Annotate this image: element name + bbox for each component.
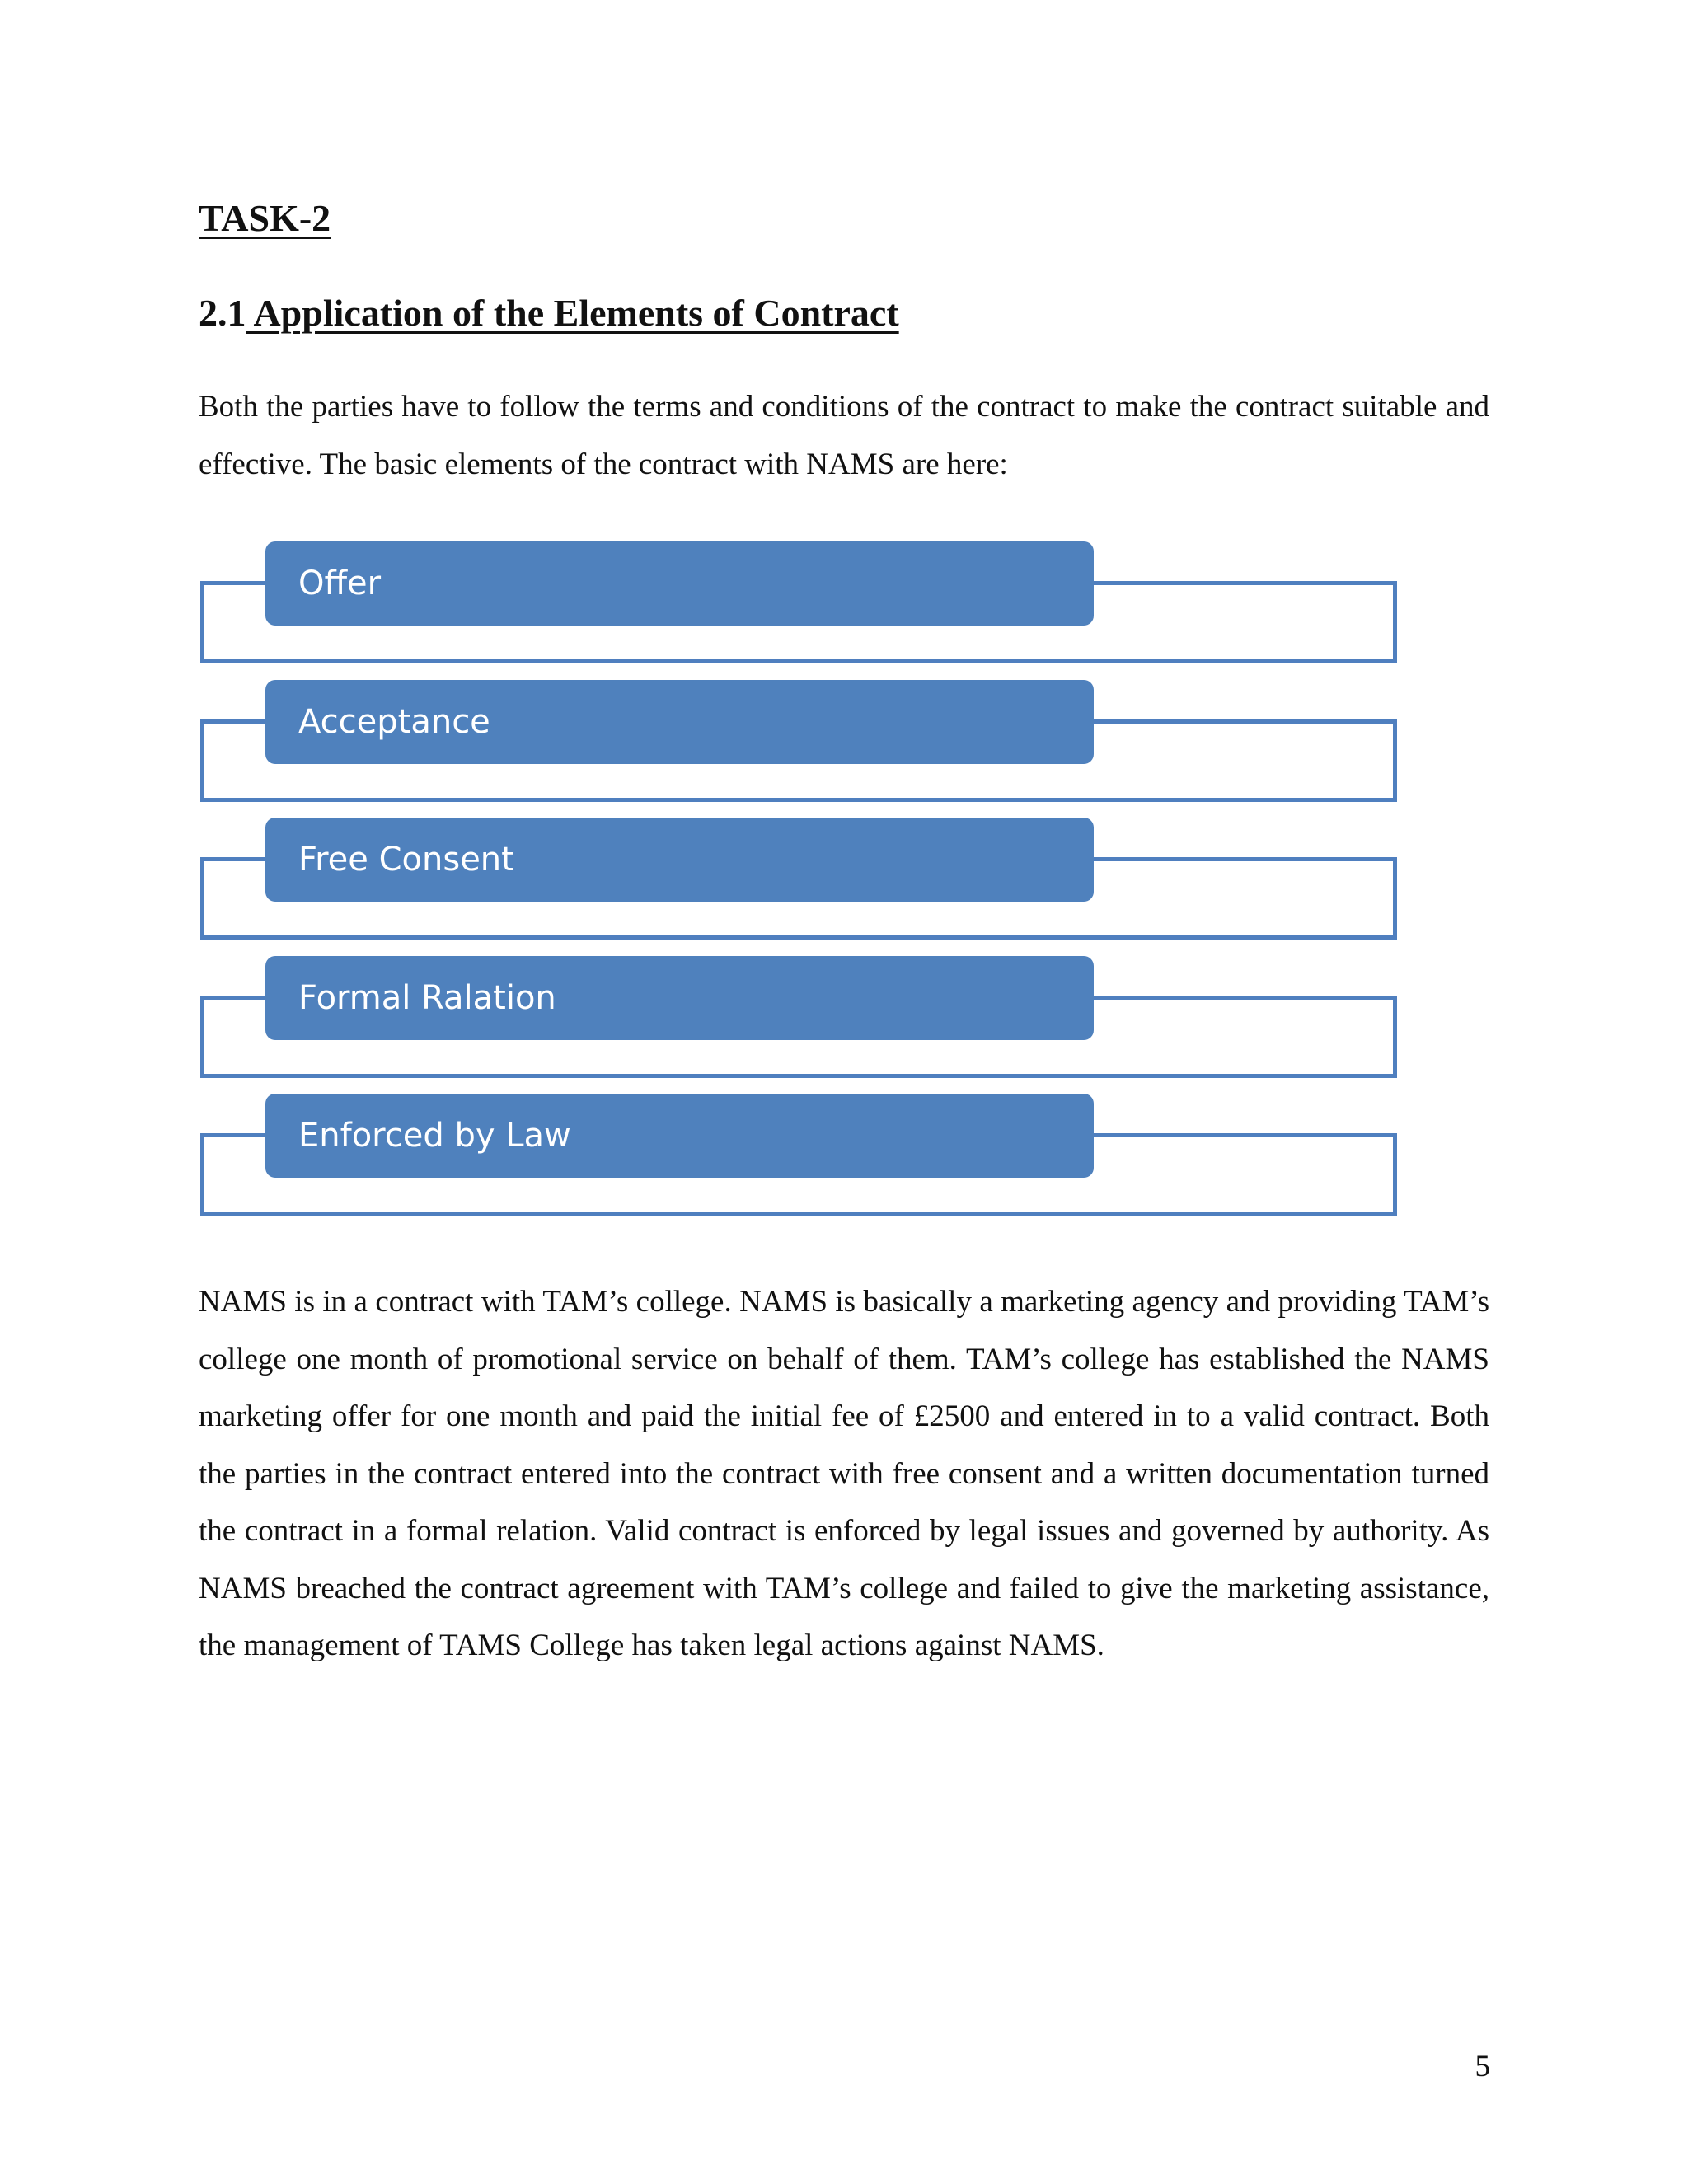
- element-label: Free Consent: [298, 841, 514, 879]
- body-paragraph: NAMS is in a contract with TAM’s college. NAMS is basically a marketing agency and providing TAM’s college one month of promotional service on behalf of them. TAM’s college has established the NAMS marketing offer for one month and paid the initial fee of £2500 and entered in to a valid contract. Both the parties in the contract entered into the contract with free consent and a written documentation turned the contract in a formal relation. Valid contract is enforced by legal issues and governed by authority. As NAMS breached the contract agreement with TAM’s college and failed to give the marketing assistance, the management of TAMS College has taken legal actions against NAMS.: [199, 1285, 1489, 1662]
- section-title: Application of the Elements of Contract: [246, 292, 899, 334]
- page-number: 5: [1475, 2050, 1490, 2083]
- connector-line: [1094, 996, 1382, 1000]
- element-label: Formal Ralation: [298, 979, 556, 1017]
- connector-line: [1094, 1133, 1382, 1137]
- section-number: 2.1: [199, 292, 246, 334]
- element-label: Offer: [298, 565, 382, 602]
- connector-line: [1094, 857, 1382, 861]
- element-box: [265, 680, 1094, 764]
- element-box: [265, 1094, 1094, 1178]
- intro-paragraph: Both the parties have to follow the terms and conditions of the contract to make the contract suitable and effective. The basic elements of the contract with NAMS are here:: [199, 390, 1489, 481]
- element-label: Enforced by Law: [298, 1117, 571, 1155]
- connector-line: [1094, 719, 1382, 724]
- connector-line: [1094, 581, 1382, 585]
- task-heading: TASK-2: [199, 197, 331, 239]
- element-label: Acceptance: [298, 703, 490, 741]
- element-box: [265, 818, 1094, 902]
- section-heading: [199, 290, 899, 335]
- element-box: [265, 541, 1094, 626]
- element-box: [265, 956, 1094, 1040]
